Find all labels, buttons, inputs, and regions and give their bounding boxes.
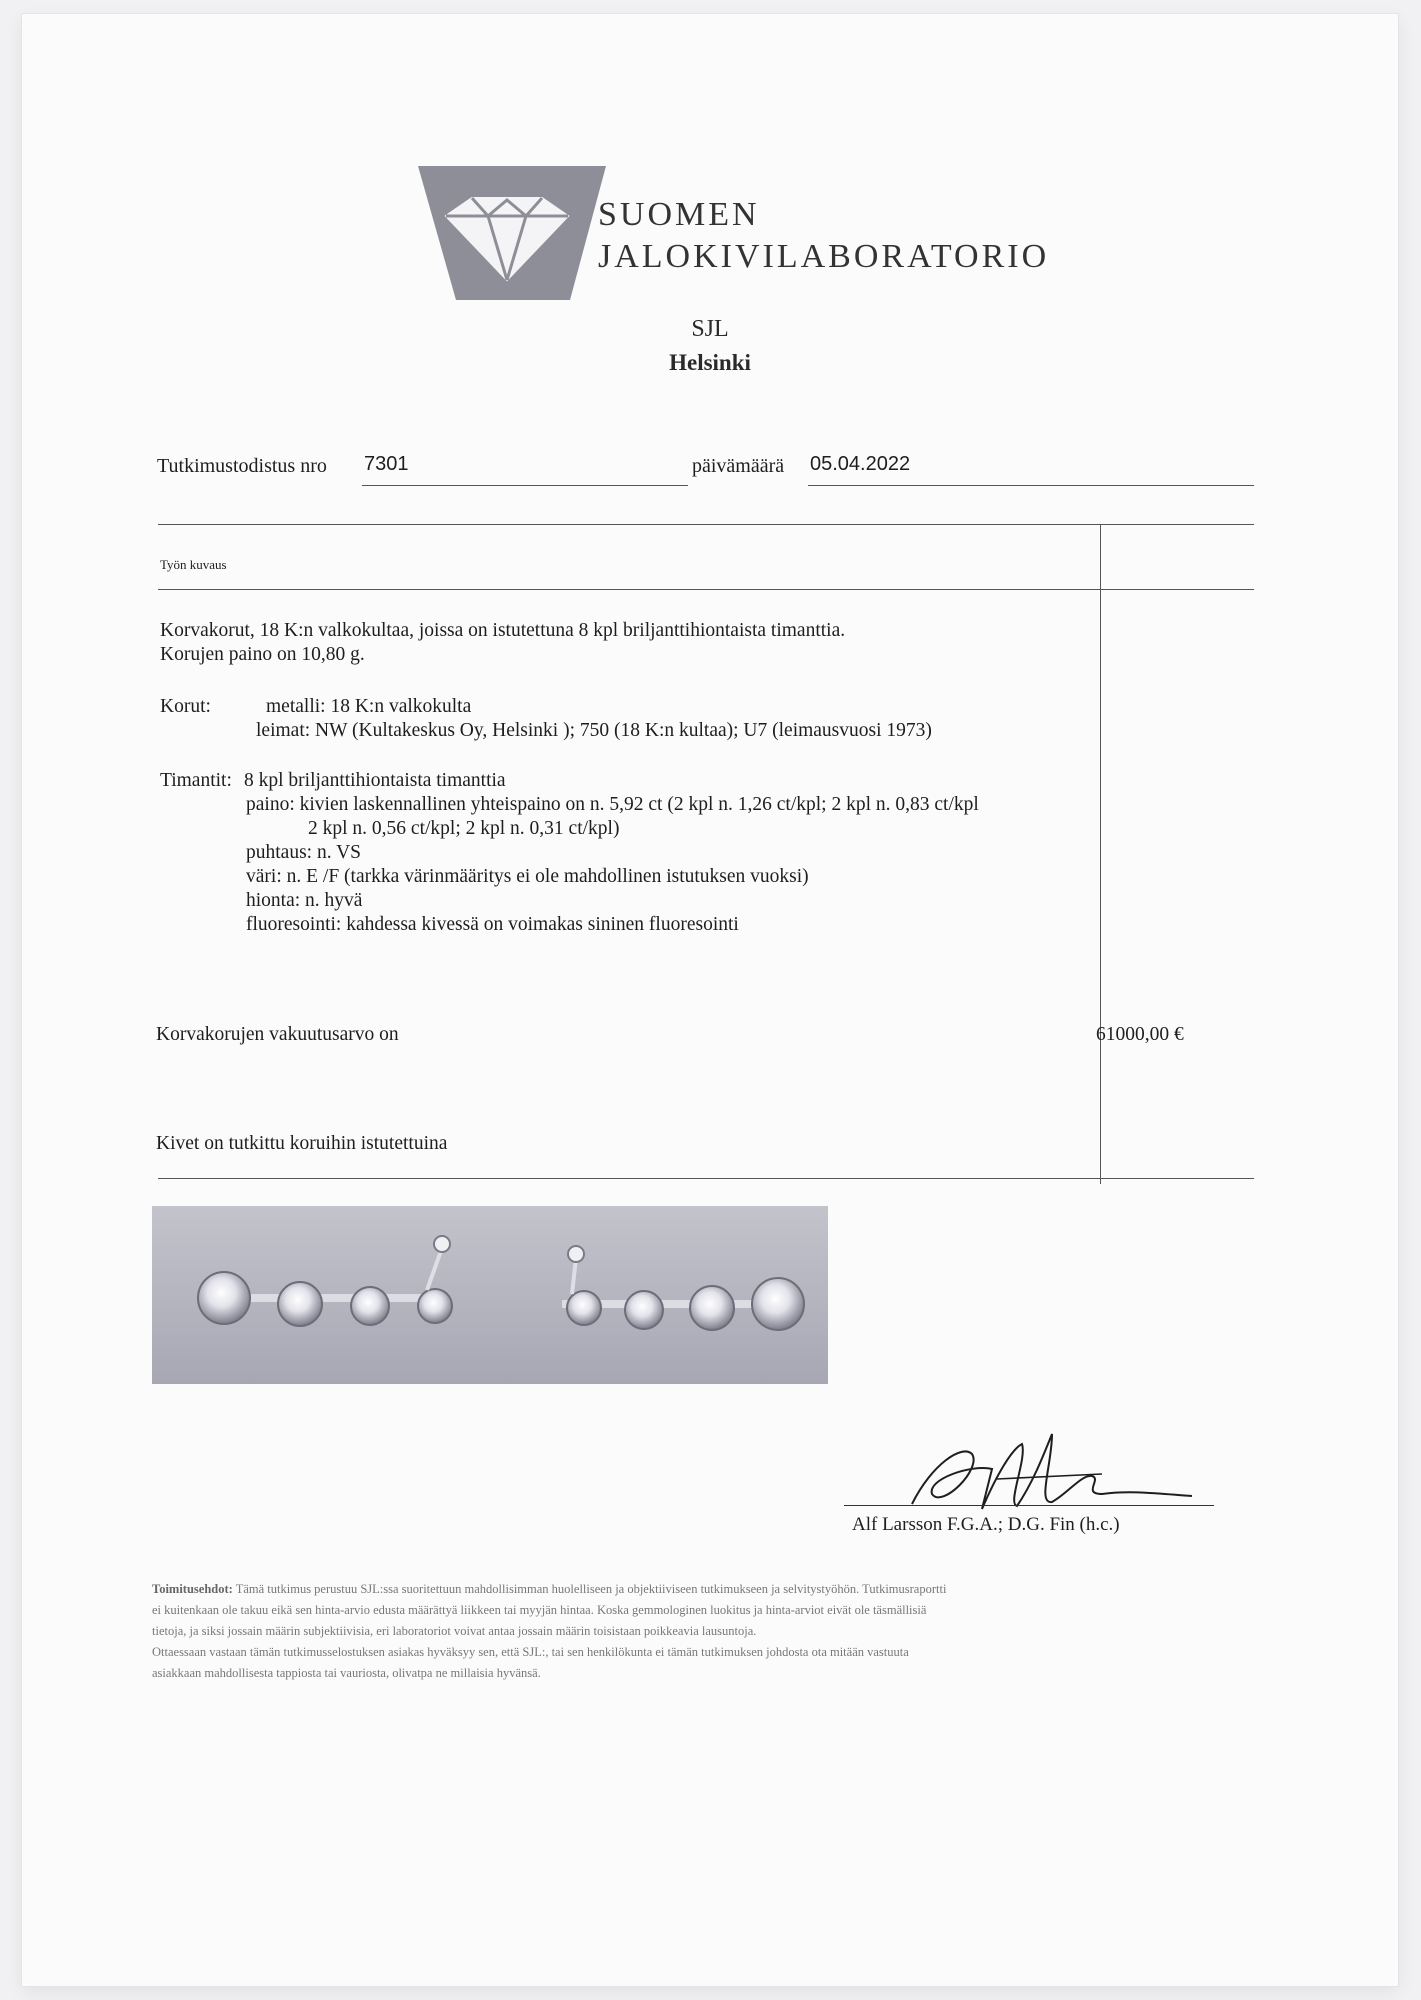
section-label: Työn kuvaus [160, 557, 227, 572]
date-underline [808, 485, 1254, 486]
box-top-line [158, 524, 1254, 525]
color-grade: väri: n. E /F (tarkka värinmääritys ei ole mahdollinen istutuksen vuoksi) [246, 866, 809, 887]
certificate-page [22, 14, 1398, 1986]
certificate-number: 7301 [364, 453, 409, 475]
cut-grade: hionta: n. hyvä [246, 890, 363, 911]
terms-line-5: asiakkaan mahdollisesta tappiosta tai vauriosta, olivatpa ne millaisia hyvänsä. [152, 1666, 541, 1680]
korut-marks: leimat: NW (Kultakeskus Oy, Helsinki ); 750 (18 K:n kultaa); U7 (leimausvuosi 1973) [256, 720, 932, 741]
korut-label: Korut: [160, 696, 211, 717]
terms-line-2: ei kuitenkaan ole takuu eikä sen hinta-arvio edusta määrättyä liikkeen tai myyjän hintaa. Koska gemmologinen luokitus ja hinta-arviot eivät ole täsmällisiä [152, 1603, 927, 1617]
number-underline [362, 485, 688, 486]
lab-name [598, 194, 1049, 278]
terms-block [152, 1579, 1278, 1684]
certificate-number-label: Tutkimustodistus nro [157, 455, 327, 477]
terms-heading: Toimitusehdot: [152, 1582, 233, 1596]
signature-image [902, 1424, 1202, 1524]
weight-line-1: paino: kivien laskennallinen yhteispaino on n. 5,92 ct (2 kpl n. 1,26 ct/kpl; 2 kpl n. 0,83 ct/kpl [246, 794, 979, 815]
terms-text-1: Tämä tutkimus perustuu SJL:ssa suoritettuun mahdollisimman huolelliseen ja objektiiviseen tutkimukseen ja selvitystyöhön. Tutkimusraportti [235, 1582, 947, 1596]
lab-abbreviation: SJL [691, 316, 729, 342]
description-intro [160, 619, 845, 666]
clarity: puhtaus: n. VS [246, 842, 362, 863]
section-header-line [158, 589, 1254, 590]
timantit-label: Timantit: [160, 770, 232, 791]
value-label: Korvakorujen vakuutusarvo on [156, 1024, 399, 1045]
insurance-value: 61000,00 € [1096, 1024, 1184, 1045]
intro-line-2: Korujen paino on 10,80 g. [160, 643, 365, 665]
lab-city: Helsinki [669, 350, 751, 375]
earrings-photo [152, 1206, 828, 1384]
intro-line-1: Korvakorut, 18 K:n valkokultaa, joissa on istutettuna 8 kpl briljanttihiontaista timanttia. [160, 620, 846, 641]
box-divider-line [1100, 524, 1101, 1184]
terms-line-1 [152, 1579, 1278, 1600]
lab-name-line1: SUOMEN [598, 196, 760, 233]
diamond-logo-icon [410, 164, 606, 300]
signature-line [844, 1505, 1214, 1506]
fluorescence: fluoresointi: kahdessa kivessä on voimakas sininen fluoresointi [246, 914, 739, 935]
terms-line-4: Ottaessaan vastaan tämän tutkimusselostuksen asiakas hyväksyy sen, että SJL:, tai sen henkilökunta ei tämän tutkimuksen johdosta ota mitään vastuuta [152, 1645, 909, 1659]
korut-metal: metalli: 18 K:n valkokulta [266, 696, 472, 717]
earrings-image [152, 1206, 828, 1384]
timantit-line: 8 kpl briljanttihiontaista timanttia [244, 770, 506, 791]
terms-line-3: tietoja, ja siksi jossain määrin subjektiivisia, eri laboratoriot voivat antaa jossain määrin toisistaan poikkeavia lausuntoja. [152, 1624, 757, 1638]
lab-name-line2: JALOKIVILABORATORIO [598, 238, 1050, 275]
certificate-date: 05.04.2022 [810, 453, 911, 475]
examination-note: Kivet on tutkittu koruihin istutettuina [156, 1133, 448, 1154]
box-bottom-line [158, 1178, 1254, 1179]
signatory-name: Alf Larsson F.G.A.; D.G. Fin (h.c.) [852, 1514, 1120, 1535]
date-label: päivämäärä [692, 455, 785, 477]
weight-line-2: 2 kpl n. 0,56 ct/kpl; 2 kpl n. 0,31 ct/kpl) [308, 818, 620, 839]
